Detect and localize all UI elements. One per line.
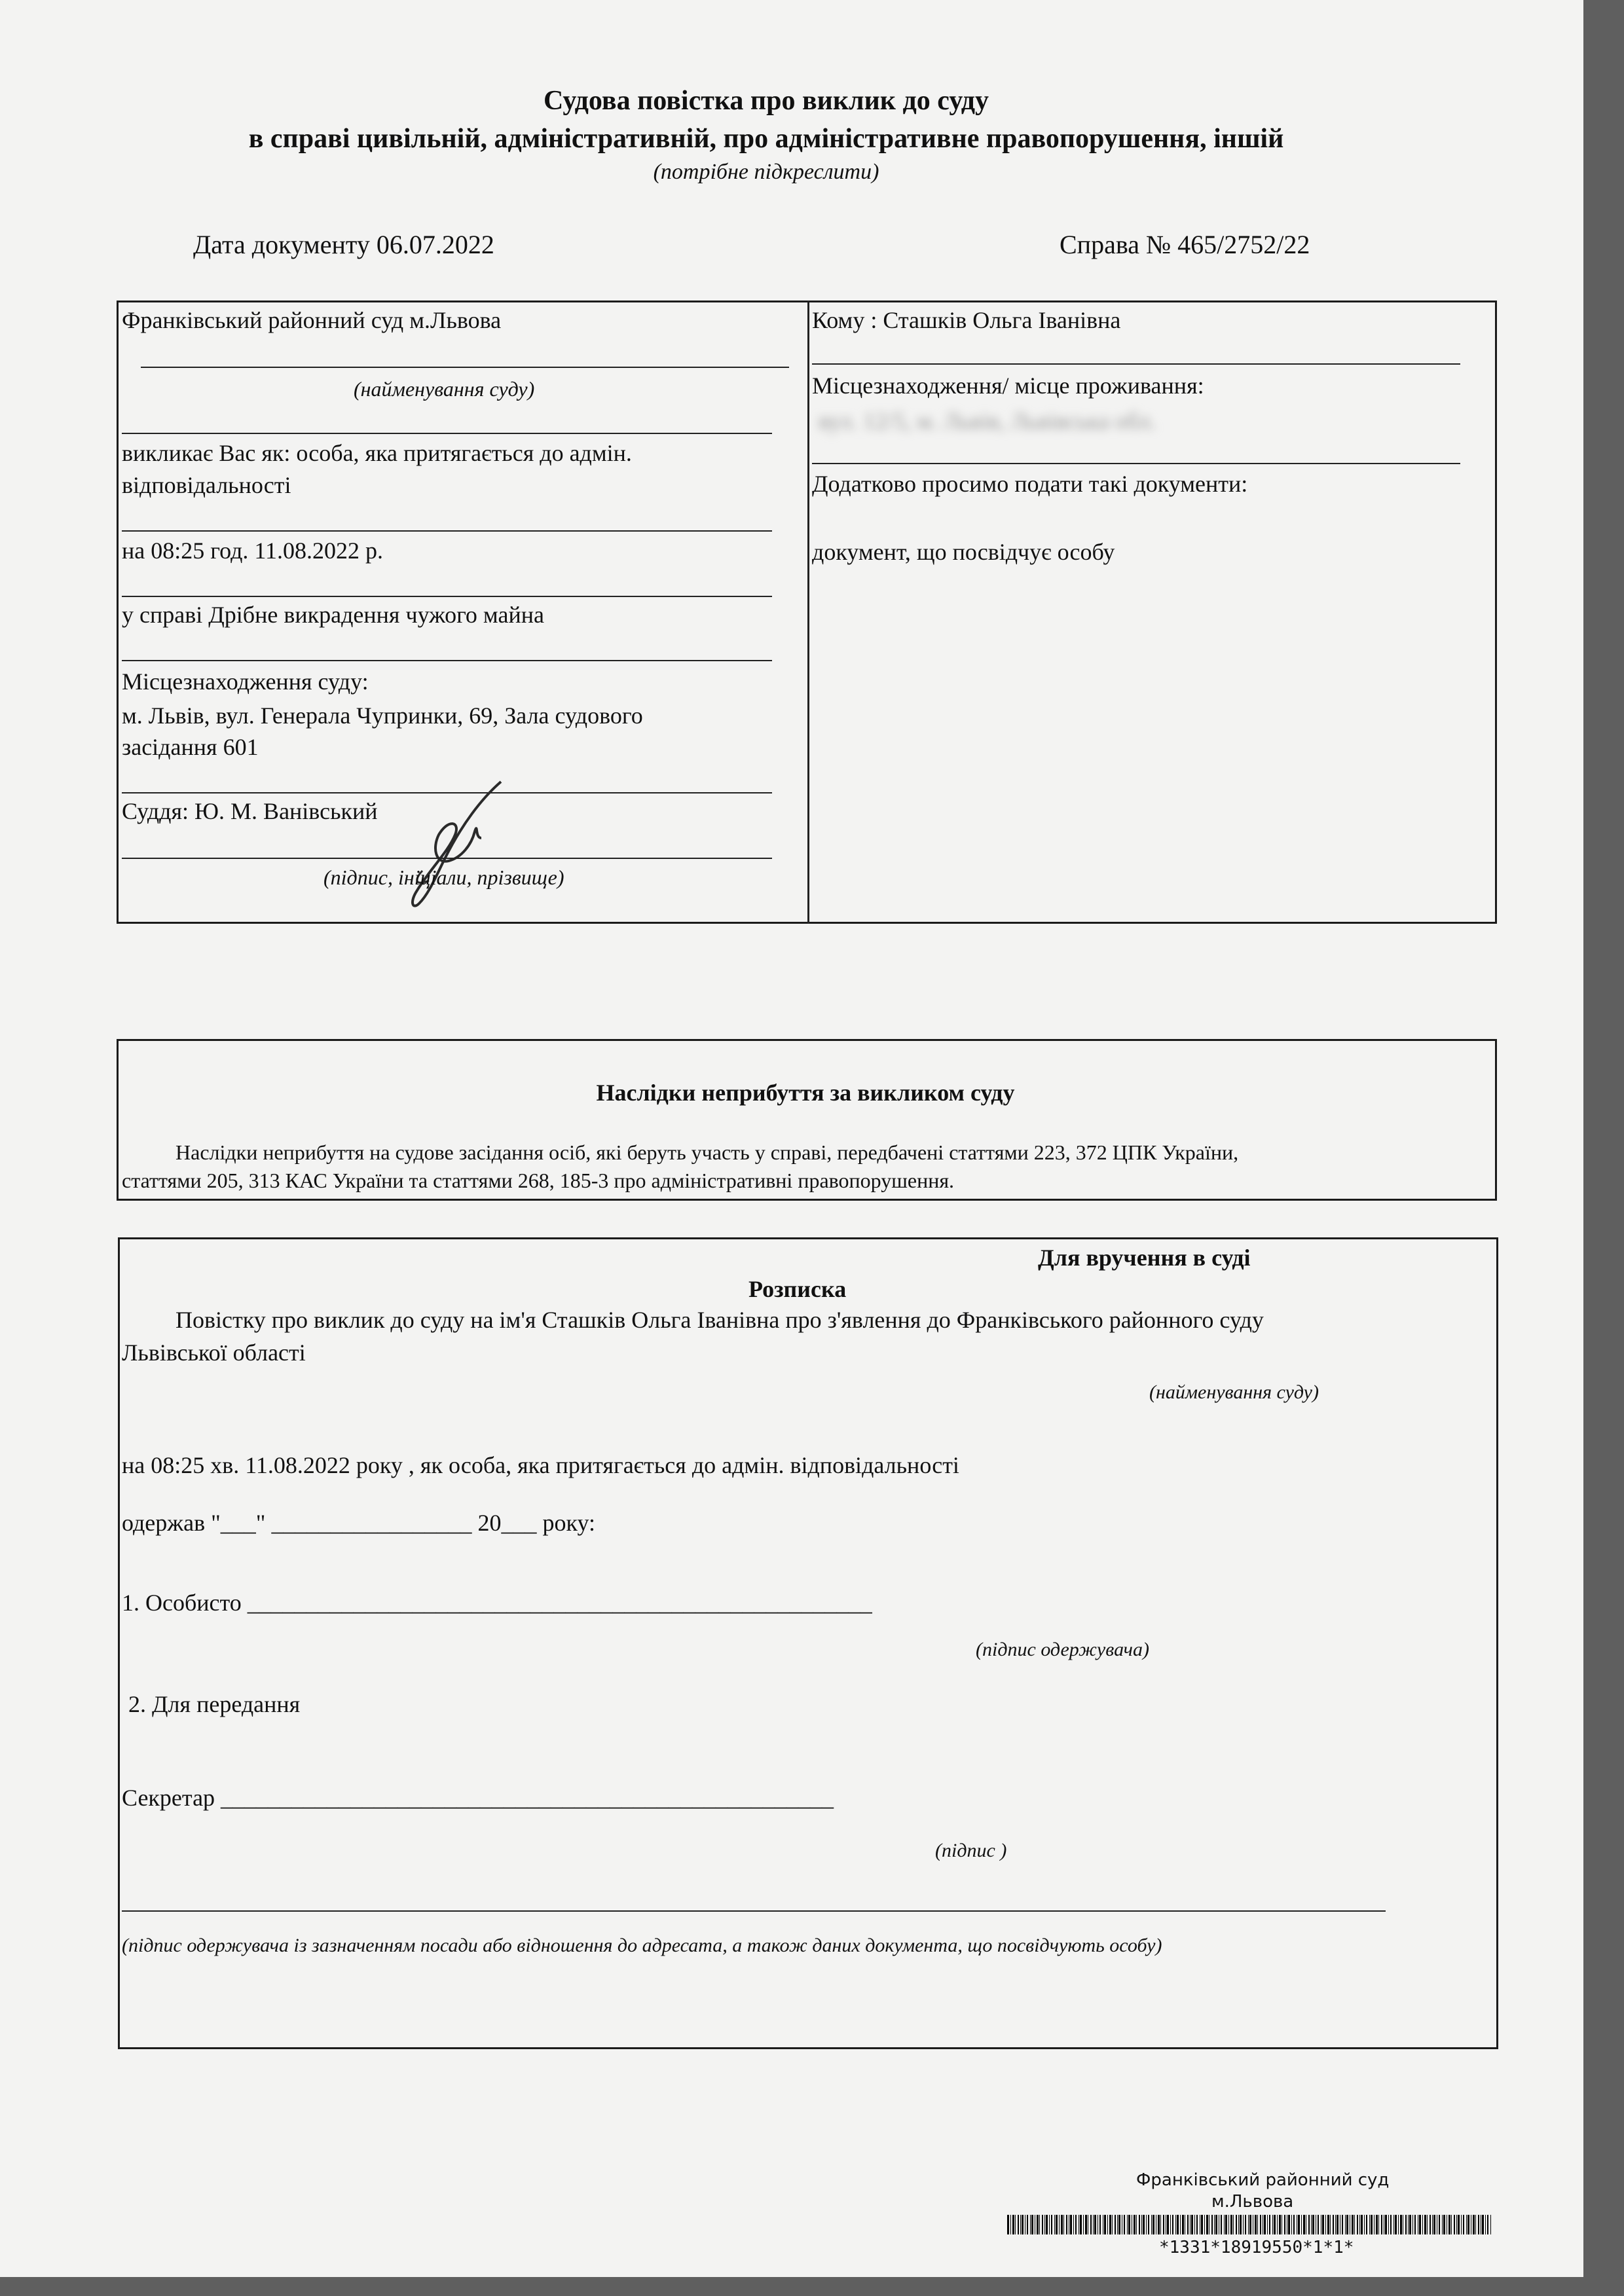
stamp-court-line2: м.Львова	[1211, 2192, 1294, 2212]
case-number: Справа № 465/2752/22	[1060, 230, 1310, 259]
document-title: Судова повістка про виклик до суду	[544, 86, 989, 116]
receipt-title: Розписка	[748, 1276, 847, 1302]
hearing-time: на 08:25 год. 11.08.2022 р.	[122, 538, 384, 564]
divider	[122, 858, 772, 859]
personal-receipt-line: 1. Особисто _____________________________________________________	[122, 1590, 872, 1616]
divider	[122, 1910, 1386, 1912]
judge-name: Суддя: Ю. М. Ванівський	[122, 798, 378, 824]
divider	[122, 530, 772, 532]
divider	[122, 660, 772, 661]
summons-role-line2: відповідальності	[122, 472, 291, 498]
receipt-court-caption: (найменування суду)	[1149, 1381, 1319, 1403]
divider	[141, 367, 789, 368]
consequences-title: Наслідки неприбуття за викликом суду	[596, 1080, 1015, 1106]
summons-role-line1: викликає Вас як: особа, яка притягається до адмін.	[122, 440, 632, 466]
underline-note: (потрібне підкреслити)	[653, 160, 879, 184]
document-subtitle: в справі цивільній, адміністративній, про адміністративне правопорушення, іншій	[248, 124, 1284, 154]
consequences-text-line2: статтями 205, 313 КАС України та статтями 268, 185-3 про адміністративні правопорушення.	[122, 1169, 955, 1192]
divider	[812, 363, 1460, 365]
court-location-label: Місцезнаходження суду:	[122, 668, 369, 695]
recipient-name: Кому : Сташків Ольга Іванівна	[812, 307, 1121, 333]
panel-divider	[807, 301, 809, 924]
court-name: Франківський районний суд м.Львова	[122, 307, 502, 333]
barcode-bar	[1491, 2215, 1492, 2234]
received-line: одержав "___" _________________ 20___ року:	[122, 1510, 596, 1536]
receipt-time-line: на 08:25 хв. 11.08.2022 року , як особа, яка притягається до адмін. відповідальності	[122, 1452, 959, 1478]
consequences-text-line1: Наслідки неприбуття на судове засідання осіб, які беруть участь у справі, передбачені статтями 223, 372 ЦПК України,	[175, 1140, 1239, 1164]
divider	[812, 463, 1460, 464]
case-matter: у справі Дрібне викрадення чужого майна	[122, 602, 544, 628]
receipt-line1: Повістку про виклик до суду на ім'я Сташків Ольга Іванівна про з'явлення до Франківського районного суду	[175, 1307, 1264, 1333]
receipt-line2: Львівської області	[122, 1339, 306, 1366]
divider	[122, 596, 772, 597]
for-court-label: Для вручення в суді	[1038, 1245, 1251, 1271]
signature-caption: (підпис, ініціали, прізвище)	[323, 866, 564, 889]
barcode	[1007, 2215, 1505, 2234]
receipt-footer-caption: (підпис одержувача із зазначенням посади або відношення до адресата, а також даних документа, що посвідчують особу)	[122, 1935, 1162, 1956]
documents-label: Додатково просимо подати такі документи:	[812, 471, 1248, 497]
court-location-line1: м. Львів, вул. Генерала Чупринки, 69, Зала судового	[122, 702, 643, 729]
documents-value: документ, що посвідчує особу	[812, 539, 1115, 565]
court-location-line2: засідання 601	[122, 734, 259, 760]
judge-signature	[383, 773, 514, 913]
stamp-court-line1: Франківський районний суд	[1136, 2170, 1390, 2190]
document-date: Дата документу 06.07.2022	[193, 230, 494, 259]
address-label: Місцезнаходження/ місце проживання:	[812, 373, 1204, 399]
court-caption: (найменування суду)	[354, 377, 535, 401]
secretary-line: Секретар ____________________________________________________	[122, 1785, 834, 1811]
recipient-signature-caption: (підпис одержувача)	[976, 1639, 1149, 1660]
transfer-line: 2. Для передання	[128, 1691, 301, 1717]
divider	[122, 433, 772, 434]
address-value-redacted: вул. 12/5, м. Львів, Львівська обл.	[819, 408, 1156, 434]
secretary-signature-caption: (підпис )	[935, 1840, 1007, 1861]
barcode-text: *1331*18919550*1*1*	[1159, 2238, 1354, 2257]
receipt-box	[118, 1237, 1498, 2049]
